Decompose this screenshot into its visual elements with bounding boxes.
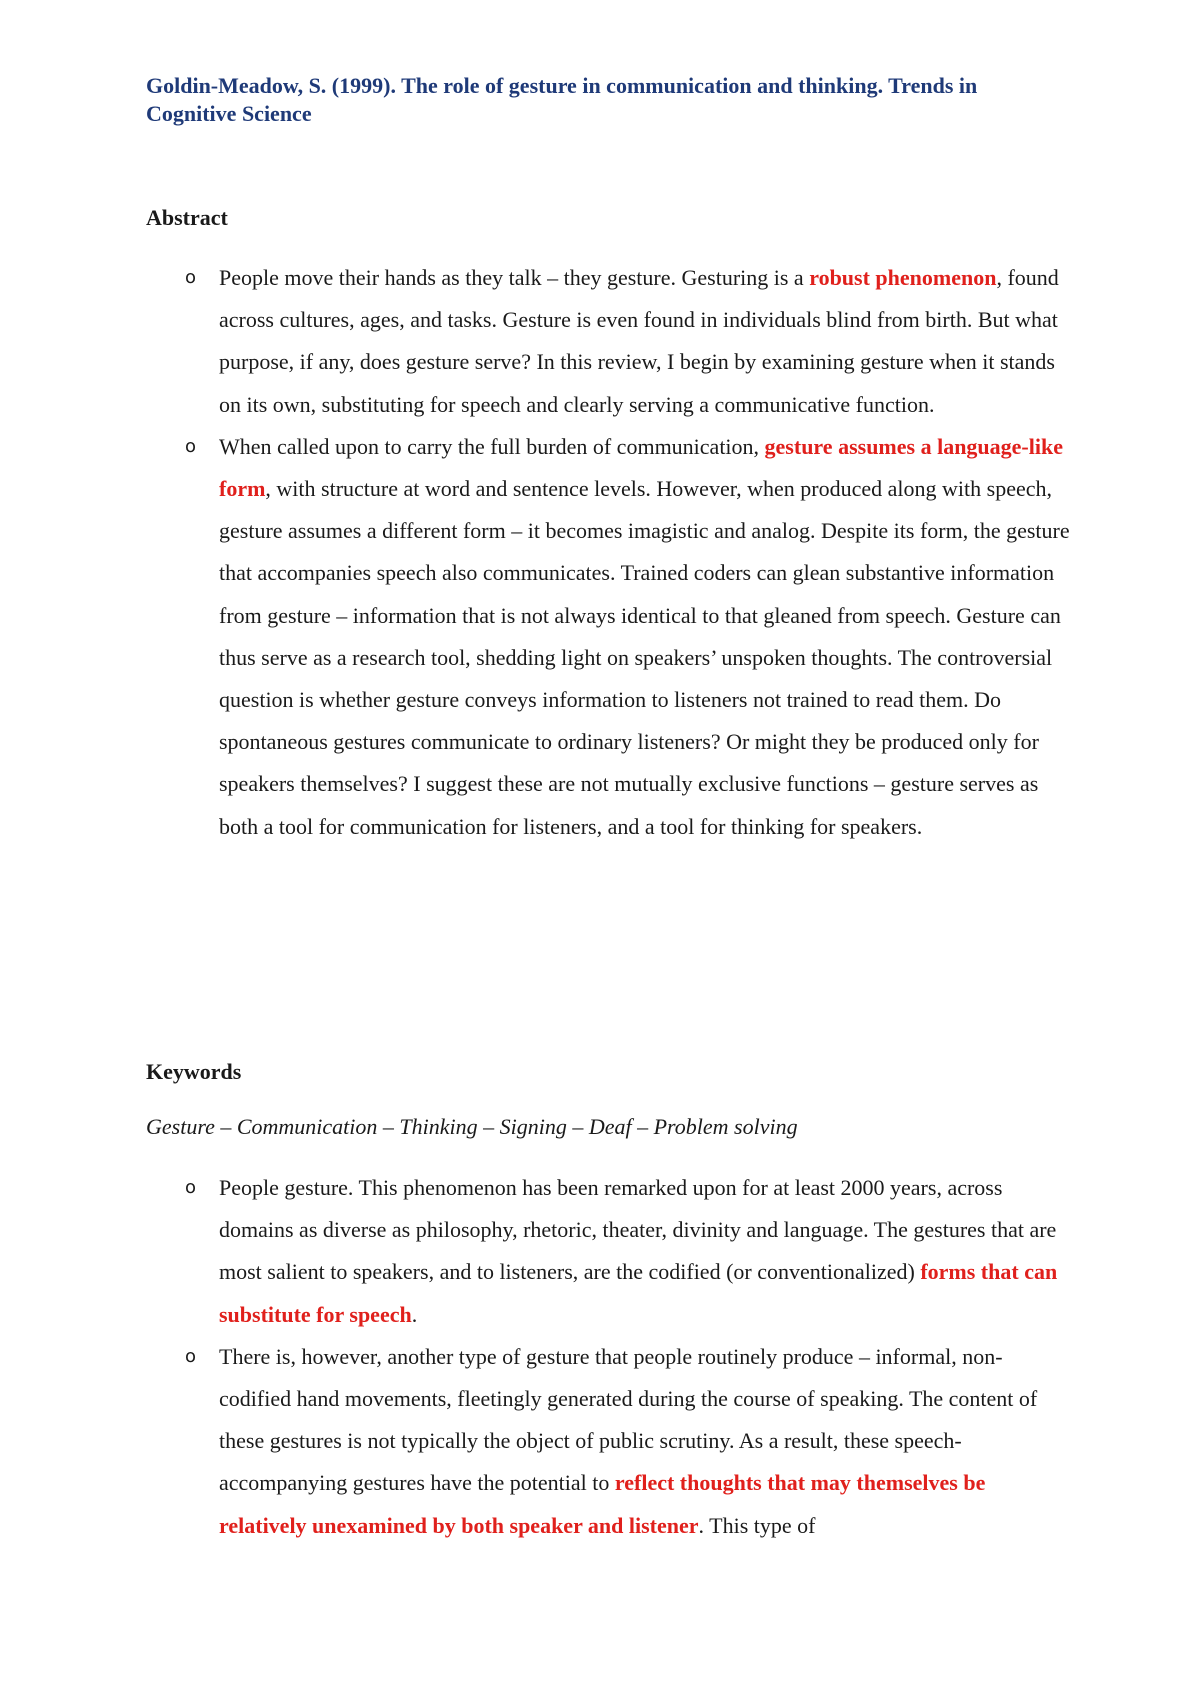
citation-title: Goldin-Meadow, S. (1999). The role of gesture in communication and thinking. Trends in Cognitive Science — [146, 73, 978, 126]
list-item — [146, 426, 1070, 848]
highlighted-text: reflect thoughts that may themselves be relatively unexamined by both speaker and listener — [219, 1470, 986, 1538]
bullet-icon: o — [185, 1345, 197, 1367]
bullet-text: . This type of — [698, 1512, 816, 1538]
bullet-icon: o — [185, 435, 197, 457]
bullet-text: When called upon to carry the full burden of communication, — [219, 433, 765, 459]
bullet-text: People move their hands as they talk – they gesture. Gesturing is a — [219, 265, 810, 290]
keywords-list: Gesture – Communication – Thinking – Signing – Deaf – Problem solving — [146, 1114, 798, 1139]
bullet-text: People gesture. This phenomenon has been remarked upon for at least 2000 years, across domains as diverse as philosophy, rhetoric, theater, divinity and language. The gestures that are most salient to speakers, and to listeners, are the codified (or conventionalized) — [219, 1175, 1057, 1285]
list-item — [146, 1167, 1070, 1336]
keywords-heading: Keywords — [146, 1059, 242, 1084]
bullet-text: . — [411, 1301, 418, 1327]
bullet-text: There is, however, another type of gesture that people routinely produce – informal, non-codified hand movements, fleetingly generated during the course of speaking. The content of these gestures is not typically the object of public scrutiny. As a result, these speech-accompanying gestures have the potential to — [219, 1343, 1038, 1496]
bullet-text: , with structure at word and sentence levels. However, when produced along with speech, gesture assumes a different form – it becomes imagistic and analog. Despite its form, the gesture that accompanies speech also communicates. Trained coders can glean substantive information from gesture – information that is not always identical to that gleaned from speech. Gesture can thus serve as a research tool, shedding light on speakers’ unspoken thoughts. The controversial question is whether gesture conveys information to listeners not trained to read them. Do spontaneous gestures communicate to ordinary listeners? Or might they be produced only for speakers themselves? I suggest these are not mutually exclusive functions – gesture serves as both a tool for communication for listeners, and a tool for thinking for speakers. — [219, 476, 1070, 839]
bullet-icon: o — [185, 267, 197, 288]
highlighted-text: gesture assumes a language-like form — [219, 433, 1063, 502]
abstract-list — [146, 257, 1070, 848]
highlighted-text: robust phenomenon — [809, 265, 997, 290]
list-item — [146, 1336, 1070, 1547]
list-item — [146, 257, 1070, 426]
bullet-text: , found across cultures, ages, and tasks. Gesture is even found in individuals blind from birth. But what purpose, if any, does gesture serve? In this review, I begin by examining gesture when it stands on its own, substituting for speech and clearly serving a communicative function. — [219, 265, 1059, 417]
abstract-heading: Abstract — [146, 205, 228, 230]
highlighted-text: forms that can substitute for speech — [219, 1259, 1058, 1327]
bullet-icon: o — [185, 1177, 197, 1198]
body-list — [146, 1167, 1070, 1547]
